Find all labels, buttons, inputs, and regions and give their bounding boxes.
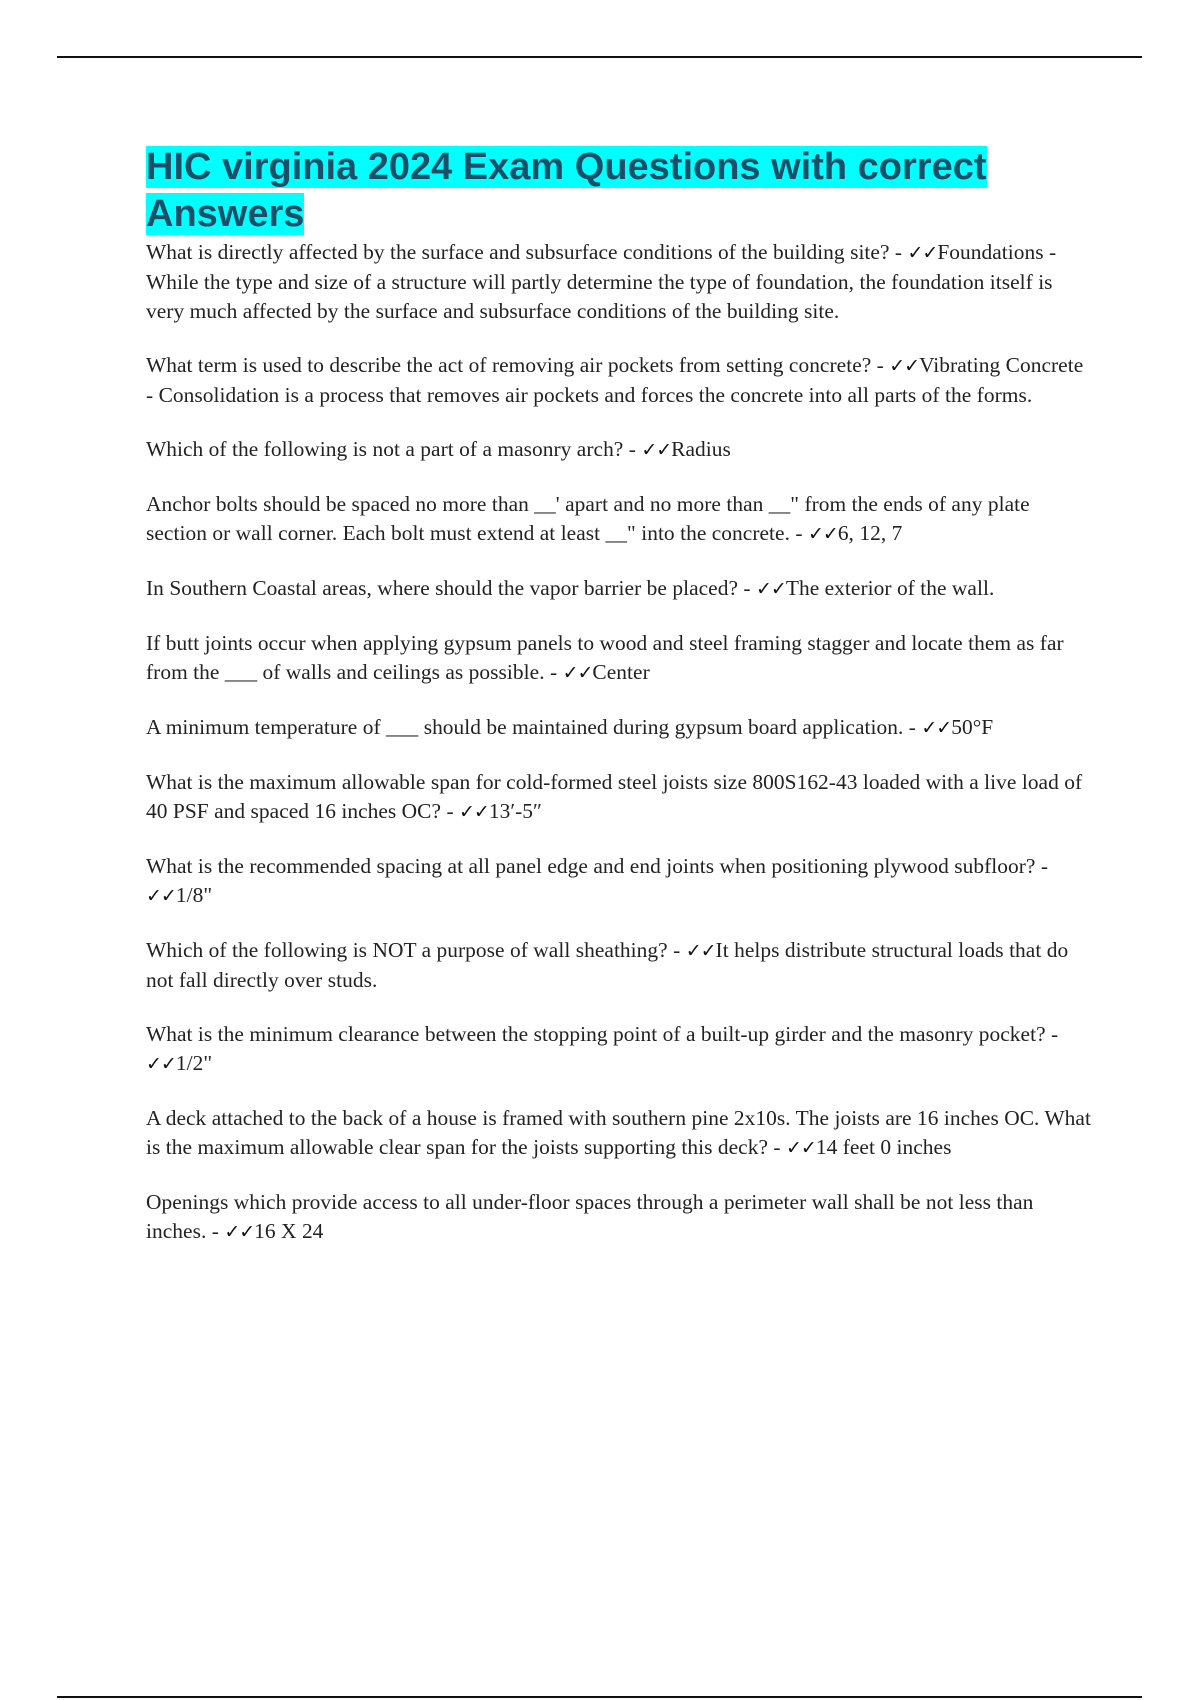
qa-item [146,768,1091,827]
check-icon: ✓✓ [785,1137,816,1159]
answer-text: The exterior of the wall. [785,576,995,600]
qa-item [146,936,1091,995]
check-icon: ✓✓ [562,662,593,684]
qa-item [146,351,1091,410]
check-icon: ✓✓ [921,717,952,739]
qa-item [146,574,1091,604]
answer-text: 13′-5″ [488,799,542,823]
qa-item [146,1188,1091,1247]
answer-text: Foundations - While the type and size of a structure will partly determine the type of foundation, the foundation itself is very much affected by the surface and subsurface conditions of the building site. [146,240,1057,323]
check-icon: ✓✓ [685,940,716,962]
check-icon: ✓✓ [807,523,838,545]
question-text: Openings which provide access to all under-floor spaces through a perimeter wall shall be not less than inches. - [146,1190,1034,1243]
qa-item [146,238,1091,326]
question-text: If butt joints occur when applying gypsum panels to wood and steel framing stagger and locate them as far from the ___ of walls and ceilings as possible. - [146,631,1064,684]
question-text: What term is used to describe the act of removing air pockets from setting concrete? - [146,353,890,377]
check-icon: ✓✓ [641,439,672,461]
answer-text: Vibrating Concrete - Consolidation is a process that removes air pockets and forces the concrete into all parts of the forms. [146,353,1084,407]
check-icon: ✓✓ [146,885,176,907]
top-rule [57,56,1142,58]
question-text: Anchor bolts should be spaced no more than __' apart and no more than __" from the ends of any plate section or wall corner. Each bolt must extend at least __" into the concrete. - [146,492,1030,545]
qa-item [146,1104,1091,1163]
answer-text: Center [592,660,650,684]
qa-item [146,852,1091,911]
answer-text: 14 feet 0 inches [815,1135,952,1159]
check-icon: ✓✓ [146,1053,176,1075]
bottom-rule [57,1696,1142,1698]
qa-item [146,629,1091,688]
check-icon: ✓✓ [907,242,938,264]
check-icon: ✓✓ [755,578,786,600]
qa-item [146,490,1091,549]
question-text: In Southern Coastal areas, where should the vapor barrier be placed? - [146,576,756,600]
check-icon: ✓✓ [459,801,489,823]
answer-text: 50°F [951,715,994,739]
answer-text: 1/2" [175,1051,213,1075]
question-text: What is directly affected by the surface and subsurface conditions of the building site? - [146,240,908,264]
qa-item [146,435,1091,465]
document-body [146,144,1091,1272]
title-highlight: HIC virginia 2024 Exam Questions with correct Answers [146,146,987,235]
answer-text: It helps distribute structural loads that do not fall directly over studs. [146,938,1069,992]
qa-item [146,713,1091,743]
check-icon: ✓✓ [889,355,920,377]
answer-text: 6, 12, 7 [837,521,903,545]
answer-text: 1/8" [175,883,213,907]
answer-text: 16 X 24 [254,1219,324,1243]
question-text: What is the maximum allowable span for cold-formed steel joists size 800S162-43 loaded with a live load of 40 PSF and spaced 16 inches OC? - [146,770,1083,823]
question-text: What is the recommended spacing at all panel edge and end joints when positioning plywood subfloor? - [146,854,1049,878]
question-text: Which of the following is not a part of a masonry arch? - [146,437,642,461]
answer-text: Radius [671,437,731,461]
question-text: What is the minimum clearance between the stopping point of a built-up girder and the masonry pocket? - [146,1022,1059,1046]
check-icon: ✓✓ [224,1221,255,1243]
question-text: Which of the following is NOT a purpose of wall sheathing? - [146,938,686,962]
qa-item [146,1020,1091,1079]
question-text: A minimum temperature of ___ should be maintained during gypsum board application. - [146,715,922,739]
question-text: A deck attached to the back of a house is framed with southern pine 2x10s. The joists are 16 inches OC. What is the maximum allowable clear span for the joists supporting this deck? - [146,1106,1091,1159]
document-title [146,144,1091,238]
